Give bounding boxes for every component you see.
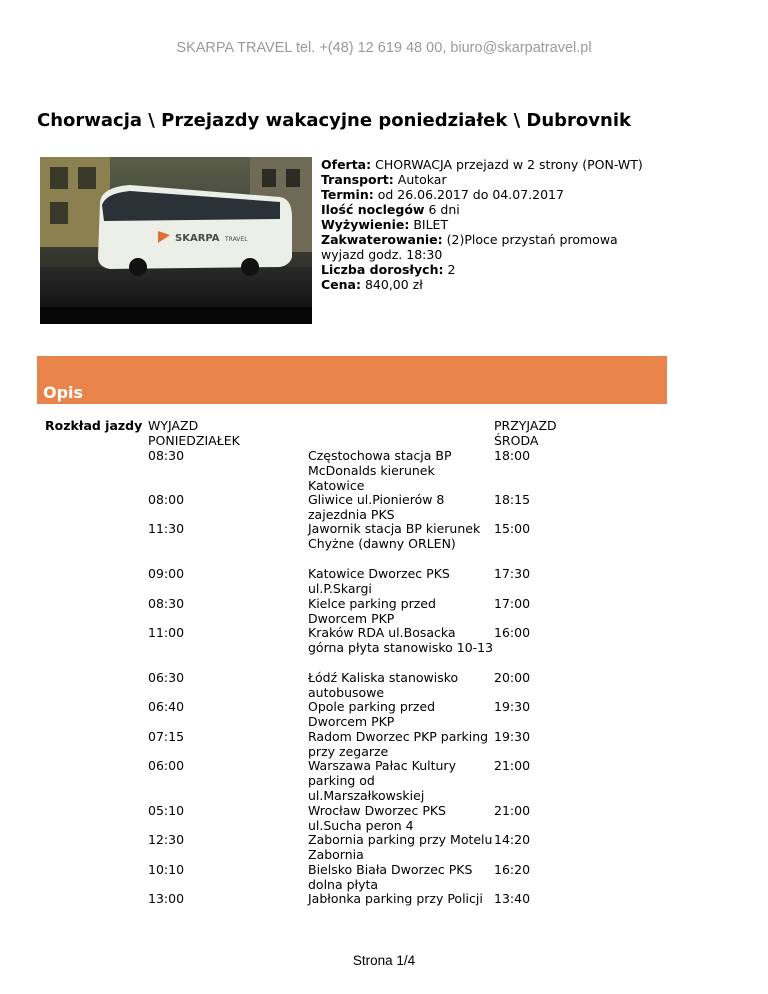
section-title: Opis <box>43 383 84 402</box>
arrival-time: 18:15 <box>494 492 531 507</box>
stop-location: Zabornia parking przy Motelu Zabornia <box>308 832 493 862</box>
detail-wyzywienie: Wyżywienie: BILET <box>321 217 449 232</box>
page-header-contact: SKARPA TRAVEL tel. +(48) 12 619 48 00, biuro@skarpatravel.pl <box>176 40 592 56</box>
stop-location: Gliwice ul.Pionierów 8 zajezdnia PKS <box>308 492 445 522</box>
arrival-time: 19:30 <box>494 699 531 714</box>
detail-zakwaterowanie: Zakwaterowanie: (2)Ploce przystań promowa <box>321 232 618 247</box>
departure-time: 08:30 <box>148 596 185 611</box>
arrival-time: 17:00 <box>494 596 531 611</box>
arrival-time: 16:20 <box>494 862 531 877</box>
svg-text:SKARPA: SKARPA <box>175 233 220 244</box>
detail-oferta: Oferta: CHORWACJA przejazd w 2 strony (PON-WT) <box>321 157 643 172</box>
arrival-time: 14:20 <box>494 832 531 847</box>
departure-time: 06:40 <box>148 699 185 714</box>
stop-location: Kraków RDA ul.Bosacka górna płyta stanowisko 10-13 <box>308 625 494 655</box>
departure-header: WYJAZD PONIEDZIAŁEK <box>148 418 240 448</box>
offer-details <box>321 157 681 292</box>
stop-location: Częstochowa stacja BP McDonalds kierunek Katowice <box>308 448 452 493</box>
stop-location: Katowice Dworzec PKS ul.P.Skargi <box>308 566 450 596</box>
departure-time: 11:00 <box>148 625 185 640</box>
detail-noclegi: Ilość noclegów 6 dni <box>321 202 460 217</box>
page-title: Chorwacja \ Przejazdy wakacyjne poniedziałek \ Dubrovnik <box>37 110 631 131</box>
stop-location: Jawornik stacja BP kierunek Chyżne (dawny ORLEN) <box>308 521 481 551</box>
arrival-time: 16:00 <box>494 625 531 640</box>
stop-location: Wrocław Dworzec PKS ul.Sucha peron 4 <box>308 803 446 833</box>
arrival-header: PRZYJAZD ŚRODA <box>494 418 557 448</box>
departure-time: 09:00 <box>148 566 185 581</box>
bus-image <box>40 157 312 324</box>
stop-location: Jabłonka parking przy Policji <box>308 891 483 906</box>
arrival-time: 19:30 <box>494 729 531 744</box>
bus-photo <box>40 157 312 324</box>
detail-dorosli: Liczba dorosłych: 2 <box>321 262 456 277</box>
departure-time: 07:15 <box>148 729 185 744</box>
arrival-time: 18:00 <box>494 448 531 463</box>
stop-location: Warszawa Pałac Kultury parking od ul.Marszałkowskiej <box>308 758 456 803</box>
departure-time: 06:30 <box>148 670 185 685</box>
departure-time: 10:10 <box>148 862 185 877</box>
stop-location: Kielce parking przed Dworcem PKP <box>308 596 436 626</box>
departure-time: 06:00 <box>148 758 185 773</box>
arrival-time: 15:00 <box>494 521 531 536</box>
detail-transport: Transport: Autokar <box>321 172 447 187</box>
departure-time: 08:30 <box>148 448 185 463</box>
stop-location: Radom Dworzec PKP parking przy zegarze <box>308 729 489 759</box>
stop-location: Łódź Kaliska stanowisko autobusowe <box>308 670 459 700</box>
page-number: Strona 1/4 <box>352 953 416 968</box>
arrival-time: 17:30 <box>494 566 531 581</box>
departure-time: 13:00 <box>148 891 185 906</box>
stop-location: Bielsko Biała Dworzec PKS dolna płyta <box>308 862 473 892</box>
arrival-time: 21:00 <box>494 758 531 773</box>
detail-wyjazd-godz: wyjazd godz. 18:30 <box>321 247 443 262</box>
schedule-label: Rozkład jazdy <box>45 418 143 433</box>
arrival-time: 21:00 <box>494 803 531 818</box>
svg-text:TRAVEL: TRAVEL <box>225 236 248 243</box>
detail-cena: Cena: 840,00 zł <box>321 277 423 292</box>
stop-location: Opole parking przed Dworcem PKP <box>308 699 436 729</box>
section-header-opis <box>37 356 667 404</box>
departure-time: 05:10 <box>148 803 185 818</box>
detail-termin: Termin: od 26.06.2017 do 04.07.2017 <box>321 187 564 202</box>
arrival-time: 20:00 <box>494 670 531 685</box>
departure-time: 11:30 <box>148 521 185 536</box>
arrival-time: 13:40 <box>494 891 531 906</box>
departure-time: 08:00 <box>148 492 185 507</box>
departure-time: 12:30 <box>148 832 185 847</box>
